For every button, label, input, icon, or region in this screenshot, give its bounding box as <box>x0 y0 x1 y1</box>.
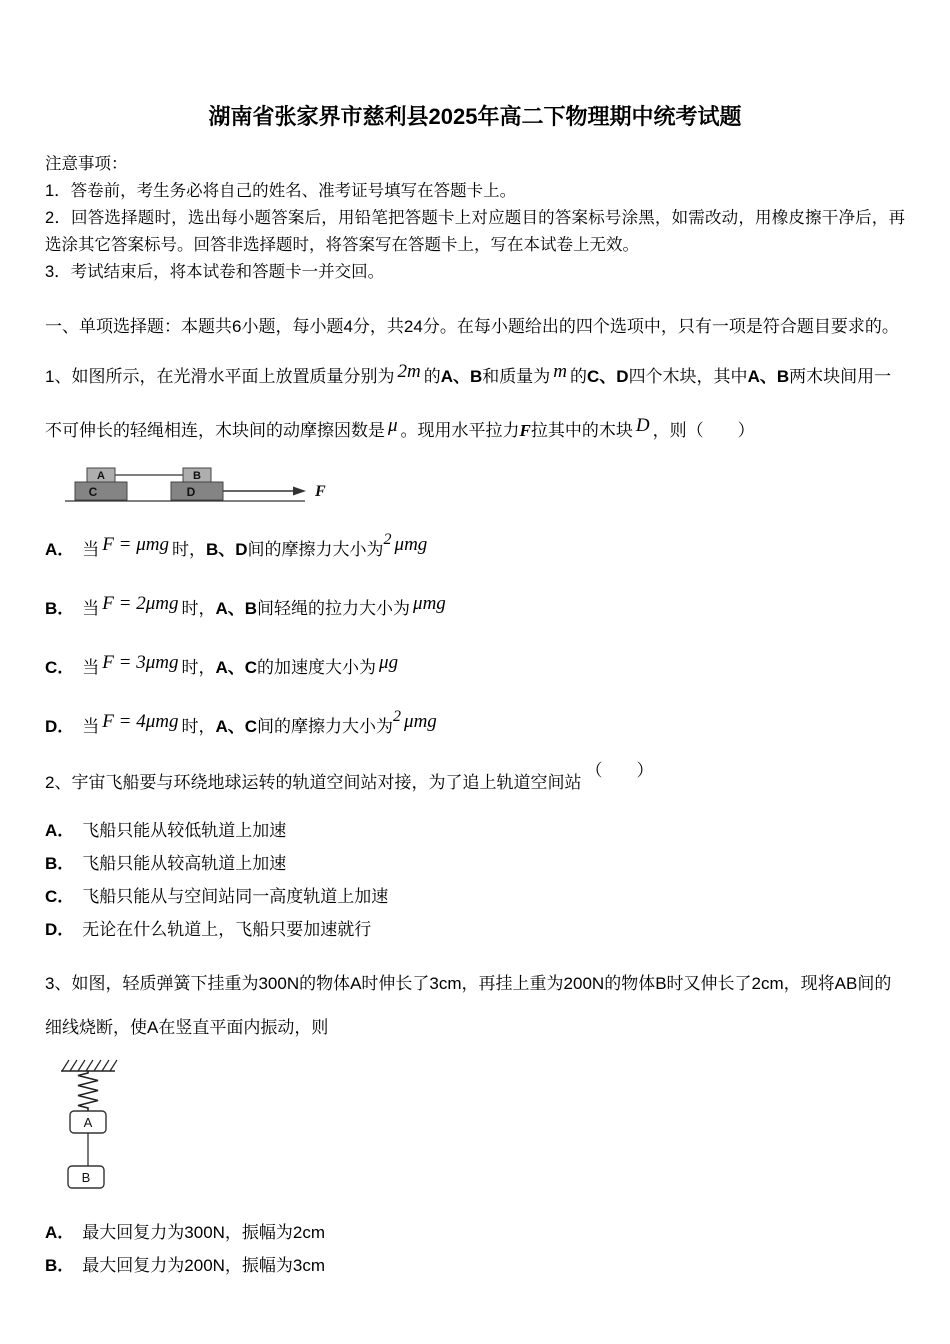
math-expression: F = 4μmg <box>102 711 179 732</box>
notice-section <box>45 151 905 286</box>
option-letters: A、C <box>215 658 258 677</box>
question-1-option-a <box>45 532 905 569</box>
math-expression: μmg <box>394 534 428 555</box>
block-a-label: A <box>97 470 105 482</box>
block-d-label: D <box>186 485 196 499</box>
option-run: 最大回复力为300N，振幅为2cm <box>82 1223 326 1242</box>
math-expression: μg <box>379 652 399 673</box>
force-label: F <box>315 483 326 500</box>
option-run: 间的摩擦力大小为 <box>247 540 384 559</box>
section-one-heading: 一、单项选择题：本题共6小题，每小题4分，共24分。在每小题给出的四个选项中，只有一项是符合题目要求的。 <box>45 317 899 336</box>
math-superscript: 2 <box>383 531 392 548</box>
q1-run: 和质量为 <box>482 367 551 386</box>
option-letters: A、C <box>215 717 258 736</box>
ceiling-hatch <box>62 1060 117 1071</box>
option-run: 时， <box>181 658 216 677</box>
option-letters: A、B <box>215 599 258 618</box>
q1-run: 。现用水平拉力 <box>400 421 520 440</box>
option-run: 当 <box>82 717 100 736</box>
option-label: A． <box>45 1223 75 1242</box>
question-2-option-b <box>45 847 905 880</box>
q1-run: 的 <box>570 367 587 386</box>
option-label: A． <box>45 540 75 559</box>
block-b-label: B <box>193 470 201 482</box>
math-expression: F = μmg <box>102 534 169 555</box>
option-label: B． <box>45 854 75 873</box>
option-run: 的加速度大小为 <box>257 658 377 677</box>
option-run: 无论在什么轨道上，飞船只要加速就行 <box>82 920 372 939</box>
q2-run: 2、宇宙飞船要与环绕地球运转的轨道空间站对接，为了追上轨道空间站 <box>45 773 582 792</box>
q1-run: 拉其中的木块 <box>530 421 633 440</box>
question-2-option-c <box>45 880 905 913</box>
option-run: 飞船只能从较高轨道上加速 <box>82 854 287 873</box>
block-c <box>75 482 127 500</box>
force-arrow-head <box>293 487 306 496</box>
math-expression: F = 3μmg <box>102 652 179 673</box>
q1-run: 1、如图所示，在光滑水平面上放置质量分别为 <box>45 367 395 386</box>
math-superscript: 2 <box>393 708 402 725</box>
notice-item-3: 3．考试结束后，将本试卷和答题卡一并交回。 <box>45 263 385 281</box>
option-run: 飞船只能从与空间站同一高度轨道上加速 <box>82 887 389 906</box>
option-run: 间的摩擦力大小为 <box>257 717 394 736</box>
option-run: 时， <box>181 599 216 618</box>
option-run: 飞船只能从较低轨道上加速 <box>82 821 287 840</box>
notice-item-2: 2．回答选择题时，选出每小题答案后，用铅笔把答题卡上对应题目的答案标号涂黑，如需改动，用橡皮擦干净后，再选涂其它答案标号。回答非选择题时，将答案写在答题卡上，写在本试卷上无效。 <box>45 209 905 254</box>
notice-heading: 注意事项： <box>45 155 128 173</box>
box-b-label: B <box>81 1170 91 1185</box>
block-c-label: C <box>88 485 98 499</box>
question-3-text: 3、如图，轻质弹簧下挂重为300N的物体A时伸长了3cm，再挂上重为200N的物体B时又伸长了2cm，现将AB间的细线烧断，使A在竖直平面内振动，则 <box>45 974 892 1037</box>
q1-letters-cd: C、D <box>587 367 629 386</box>
q1-run: ，则（ ） <box>652 421 755 440</box>
question-1-text <box>45 350 905 458</box>
spring-coil <box>78 1071 98 1111</box>
option-run: 时， <box>181 717 216 736</box>
option-label: C． <box>45 887 75 906</box>
q1-math-m: m <box>553 361 567 382</box>
question-1-option-b <box>45 591 905 628</box>
notice-item-1: 1．答卷前，考生务必将自己的姓名、准考证号填写在答题卡上。 <box>45 182 517 200</box>
block-d <box>171 482 223 500</box>
q1-letters-ab: A、B <box>440 367 483 386</box>
question-1-option-d <box>45 709 905 746</box>
question-3-option-a <box>45 1216 905 1249</box>
question-2-option-a <box>45 814 905 847</box>
question-1-options <box>45 532 905 746</box>
option-run: 当 <box>82 540 100 559</box>
q1-math-d: D <box>635 415 650 436</box>
q1-run: 的 <box>423 367 441 386</box>
q1-run: 两木块间用一不可伸长的轻绳相连，木块间的动摩擦因数是 <box>45 367 892 440</box>
option-label: B． <box>45 1256 75 1275</box>
option-run: 时， <box>171 540 206 559</box>
option-label: D． <box>45 717 75 736</box>
question-1-option-c <box>45 650 905 687</box>
math-expression: F = 2μmg <box>102 593 179 614</box>
question-2-option-d <box>45 913 905 946</box>
question-1-figure <box>63 462 363 518</box>
math-expression: μmg <box>404 711 437 732</box>
option-label: B． <box>45 599 75 618</box>
option-run: 最大回复力为200N，振幅为3cm <box>82 1256 326 1275</box>
option-label: C． <box>45 658 75 677</box>
option-run: 当 <box>82 599 100 618</box>
option-label: D． <box>45 920 75 939</box>
q1-letters-ab2: A、B <box>747 367 790 386</box>
q1-run: 四个木块，其中 <box>628 367 748 386</box>
question-3-figure <box>49 1058 179 1198</box>
option-run: 当 <box>82 658 100 677</box>
option-label: A． <box>45 821 75 840</box>
q1-math-mu: μ <box>388 415 398 436</box>
page-title: 湖南省张家界市慈利县2025年高二下物理期中统考试题 <box>208 104 742 129</box>
q1-force-symbol: F <box>519 421 531 440</box>
q1-math-2m: 2m <box>397 361 421 382</box>
question-2-options <box>45 814 905 946</box>
question-3-option-b <box>45 1249 905 1282</box>
option-letters: B、D <box>205 540 248 559</box>
math-expression: μmg <box>413 593 446 614</box>
q2-answer-bracket: （ ） <box>585 761 654 780</box>
question-3-options <box>45 1216 905 1282</box>
option-run: 间轻绳的拉力大小为 <box>257 599 411 618</box>
box-a-label: A <box>83 1115 93 1130</box>
question-2-text <box>45 761 905 798</box>
